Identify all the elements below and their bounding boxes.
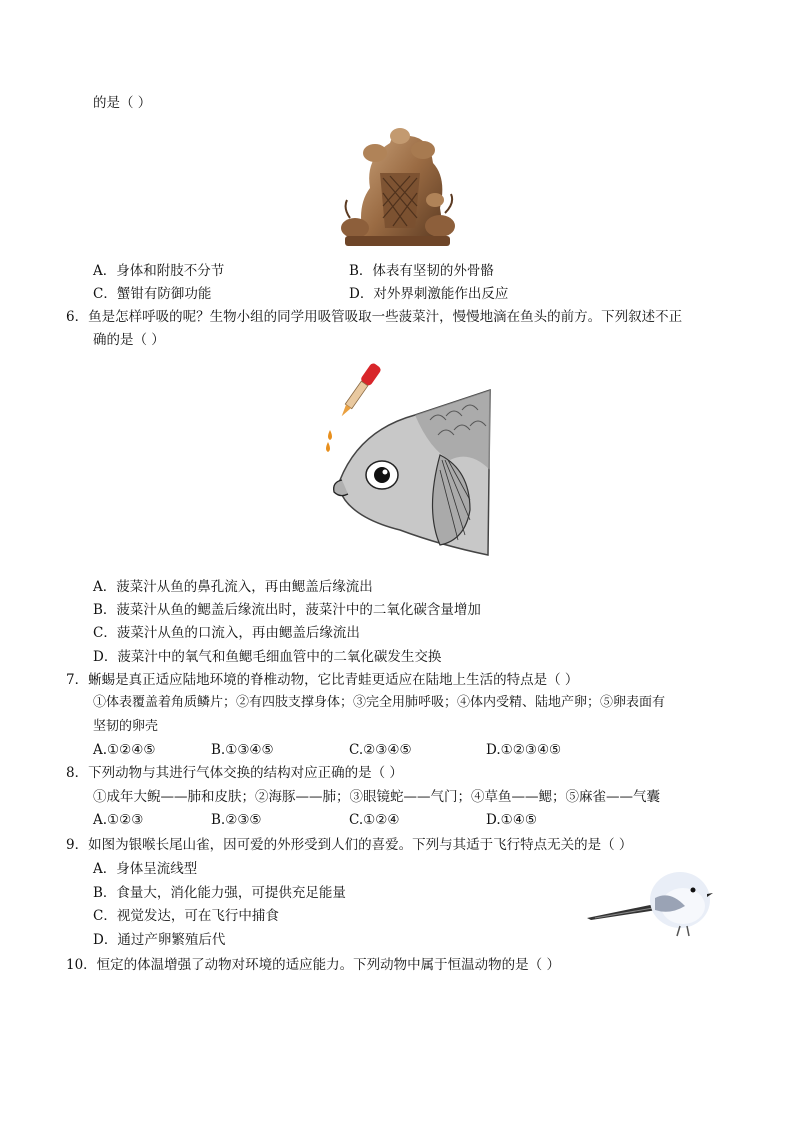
q8-option-c: C.①②④ <box>349 812 400 828</box>
q7-items-line2: 坚韧的卵壳 <box>93 719 159 734</box>
q9-stem: 9．如图为银喉长尾山雀，因可爱的外形受到人们的喜爱。下列与其适于飞行特点无关的是（ ） <box>66 837 633 853</box>
q8-items: ①成年大鲵——肺和皮肤；②海豚——肺；③眼镜蛇——气门；④草鱼——鳃；⑤麻雀——气囊 <box>93 789 660 805</box>
q6-option-b: B．菠菜汁从鱼的鳃盖后缘流出时，菠菜汁中的二氧化碳含量增加 <box>93 602 481 618</box>
q8-option-b: B.②③⑤ <box>211 812 262 828</box>
q7-option-b: B.①③④⑤ <box>211 742 274 758</box>
q8-option-a: A.①②③ <box>93 812 144 828</box>
q6-stem-line1: 6．鱼是怎样呼吸的呢？生物小组的同学用吸管吸取一些菠菜汁，慢慢地滴在鱼头的前方。下列叙述不正 <box>66 309 683 325</box>
q8-option-d: D.①④⑤ <box>486 812 537 828</box>
crab-carving-image <box>335 118 460 250</box>
q8-stem: 8．下列动物与其进行气体交换的结构对应正确的是（ ） <box>66 765 403 781</box>
q6-option-c: C．菠菜汁从鱼的口流入，再由鳃盖后缘流出 <box>93 625 360 641</box>
q5-option-d: D．对外界刺激能作出反应 <box>349 286 509 302</box>
q5-option-b: B．体表有坚韧的外骨骼 <box>349 263 494 279</box>
q5-option-a: A．身体和附肢不分节 <box>93 263 225 279</box>
q7-items-line1: ①体表覆盖着角质鳞片；②有四肢支撑身体；③完全用肺呼吸；④体内受精、陆地产卵；⑤卵表面有 <box>93 695 666 710</box>
q10-stem: 10．恒定的体温增强了动物对环境的适应能力。下列动物中属于恒温动物的是（ ） <box>66 957 560 973</box>
q9-option-a: A．身体呈流线型 <box>93 861 198 877</box>
q9-option-b: B．食量大，消化能力强，可提供充足能量 <box>93 885 346 901</box>
q9-option-d: D．通过产卵繁殖后代 <box>93 932 226 948</box>
q6-option-a: A．菠菜汁从鱼的鼻孔流入，再由鳃盖后缘流出 <box>93 579 373 595</box>
q7-option-d: D.①②③④⑤ <box>486 742 562 758</box>
q7-option-a: A.①②④⑤ <box>93 742 156 758</box>
q6-option-d: D．菠菜汁中的氧气和鱼鳃毛细血管中的二氧化碳发生交换 <box>93 649 442 665</box>
q5-option-c: C．蟹钳有防御功能 <box>93 286 212 302</box>
q9-option-c: C．视觉发达，可在飞行中捕食 <box>93 908 279 924</box>
fish-dropper-image <box>320 360 495 558</box>
q6-stem-line2: 确的是（ ） <box>93 332 165 348</box>
q7-stem: 7．蜥蜴是真正适应陆地环境的脊椎动物，它比青蛙更适应在陆地上生活的特点是（ ） <box>66 672 579 688</box>
q5-stem-tail: 的是（ ） <box>93 95 152 111</box>
q7-option-c: C.②③④⑤ <box>349 742 412 758</box>
long-tailed-tit-image <box>585 860 720 940</box>
